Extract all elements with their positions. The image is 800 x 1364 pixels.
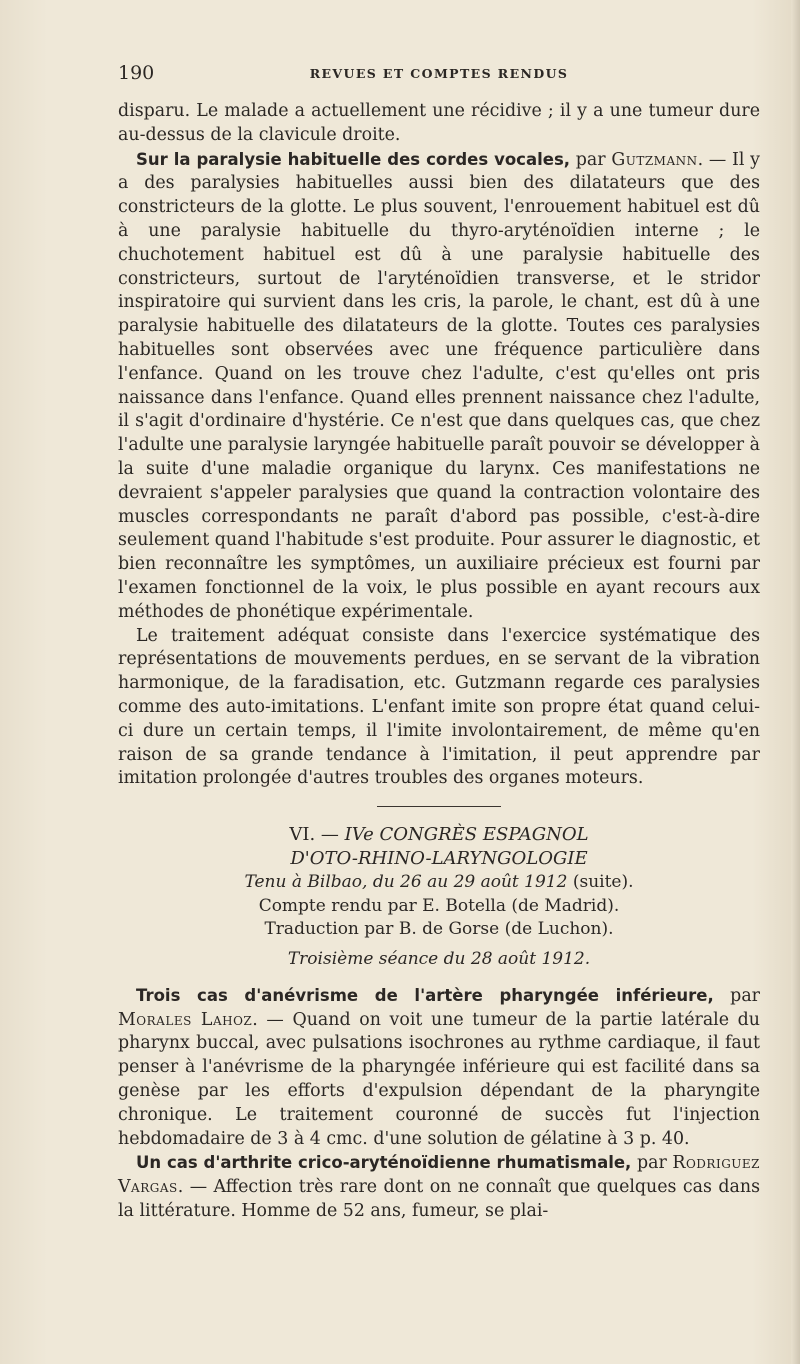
article-morales: Trois cas d'anévrisme de l'artère pharyngée inférieure, par Morales Lahoz. — Quand on voit une tumeur de la partie latérale du pharynx buccal, avec pulsations isochrones au rythme cardiaque, il faut penser à l'anévrisme de la pharyngée inférieure qui est facilité dans sa genèse par les efforts d'expulsion dépendant de la pharyngite chronique. Le traitement couronné de succès fut l'injection hebdomadaire de 3 à 4 cmc. d'une solution de gélatine à 3 p. 40.: [118, 985, 761, 1149]
continued-paragraph: disparu. Le malade a actuellement une récidive ; il y a une tumeur dure au-dessus de la clavicule droite.: [118, 101, 760, 145]
article-gutzmann: Sur la paralysie habituelle des cordes vocales, par Gutzmann. — Il y a des paralysies habituelles aussi bien des dilatateurs que des constricteurs de la glotte. Le plus souvent, l'enrouement habituel est dû à une paralysie habituelle du thyro-aryténoïdien interne ; le chuchotement habituel est dû à une paralysie habituelle des constricteurs, surtout de l'aryténoïdien transverse, et le stridor inspiratoire qui survient dans les cris, la parole, le chant, est dû à une paralysie habituelle des dilatateurs de la glotte. Toutes ces paralysies habituelles sont observées avec une fréquence particulière dans l'enfance. Quand on les trouve chez l'adulte, c'est qu'elles ont pris naissance dans l'enfance. Quand elles prennent naissance chez l'adulte, il s'agit d'ordinaire d'hystérie. Ce n'est que dans quelques cas, que chez l'adulte une paralysie laryngée habituelle paraît pouvoir se développer à la suite d'une maladie organique du larynx. Ces manifestations ne devraient s'appeler paralysies que quand la contraction volontaire des muscles correspondants ne paraît d'abord pas possible, c'est-à-dire seulement quand l'habitude s'est produite. Pour assurer le diagnostic, et bien reconnaître les symptômes, un auxiliaire précieux est fourni par l'examen fonctionnel de la voix, le plus possible en ayant recours aux méthodes de phonétique expérimentale.: [118, 149, 761, 622]
article-body: . — Quand on voit une tumeur de la partie latérale du pharynx buccal, avec pulsations isochrones au rythme cardiaque, il faut penser à l'anévrisme de la pharyngée inférieure qui est facilité dans sa genèse par les efforts d'expulsion dépendant de la pharyngite chronique. Le traitement couronné de succès fut l'injection hebdomadaire de 3 à 4 cmc. d'une solution de gélatine à 3 p. 40.: [118, 1009, 760, 1149]
section-heading: [118, 823, 760, 847]
section-number: VI. —: [289, 824, 345, 846]
article-title: Sur la paralysie habituelle des cordes vocales,: [136, 149, 571, 169]
article-rodriguez: Un cas d'arthrite crico-aryténoïdienne rhumatismale, par Rodriguez Vargas. — Affection très rare dont on ne connaît que quelques cas dans la littérature. Homme de 52 ans, fumeur, se plai-: [118, 1153, 761, 1222]
congress-title: IVe CONGRÈS ESPAGNOL: [344, 824, 589, 846]
running-head: REVUES ET COMPTES RENDUS: [309, 66, 569, 81]
article-paragraph: Le traitement adéquat consiste dans l'exercice systématique des représentations de mouvements perdues, en se servant de la vibration harmonique, de la faradisation, etc. Gutzmann regarde ces paralysies comme des auto-imitations. L'enfant imite son propre état quand celui-ci dure un certain temps, il l'imite involontairement, de même qu'en raison de sa grande tendance à l'imitation, il peut apprendre par imitation prolongée d'autres troubles des organes moteurs.: [118, 625, 760, 789]
page-content: [118, 100, 760, 1224]
page-number: 190: [118, 62, 155, 84]
article-title: Un cas d'arthrite crico-aryténoïdienne rhumatismale,: [136, 1153, 632, 1173]
article-author: Gutzmann: [611, 149, 698, 170]
report-credit: Compte rendu par E. Botella (de Madrid).: [258, 895, 620, 916]
congress-dates: Tenu à Bilbao, du 26 au 29 août 1912 (suite).: [244, 871, 634, 892]
article-title: Trois cas d'anévrisme de l'artère pharyngée inférieure,: [136, 985, 714, 1005]
congress-subtitle: D'OTO-RHINO-LARYNGOLOGIE: [290, 847, 588, 869]
article-author: Rodriguez Vargas: [118, 1153, 761, 1198]
page-edge: [791, 0, 800, 1364]
page-header: [118, 62, 760, 88]
article-author: Morales Lahoz: [118, 1009, 253, 1030]
article-body: . — Affection très rare dont on ne connaît que quelques cas dans la littérature. Homme de 52 ans, fumeur, se plai-: [118, 1177, 760, 1222]
article-body: . — Il y a des paralysies habituelles aussi bien des dilatateurs que des constricteurs de la glotte. Le plus souvent, l'enrouement habituel est dû à une paralysie habituelle du thyro-aryténoïdien interne ; le chuchotement habituel est dû à une paralysie habituelle des constricteurs, surtout de l'aryténoïdien transverse, et le stridor inspiratoire qui survient dans les cris, la parole, le chant, est dû à une paralysie habituelle des dilatateurs de la glotte. Toutes ces paralysies habituelles sont observées avec une fréquence particulière dans l'enfance. Quand on les trouve chez l'adulte, c'est qu'elles ont pris naissance dans l'enfance. Quand elles prennent naissance chez l'adulte, il s'agit d'ordinaire d'hystérie. Ce n'est que dans quelques cas, que chez l'adulte une paralysie laryngée habituelle paraît pouvoir se développer à la suite d'une maladie organique du larynx. Ces manifestations ne devraient s'appeler paralysies que quand la contraction volontaire des muscles correspondants ne paraît d'abord pas possible, c'est-à-dire seulement quand l'habitude s'est produite. Pour assurer le diagnostic, et bien reconnaître les symptômes, un auxiliaire précieux est fourni par l'examen fonctionnel de la voix, le plus possible en ayant recours aux méthodes de phonétique expérimentale.: [118, 149, 761, 622]
section-divider: [377, 806, 501, 807]
session-heading: Troisième séance du 28 août 1912.: [287, 949, 591, 970]
translation-credit: Traduction par B. de Gorse (de Luchon).: [264, 919, 614, 940]
